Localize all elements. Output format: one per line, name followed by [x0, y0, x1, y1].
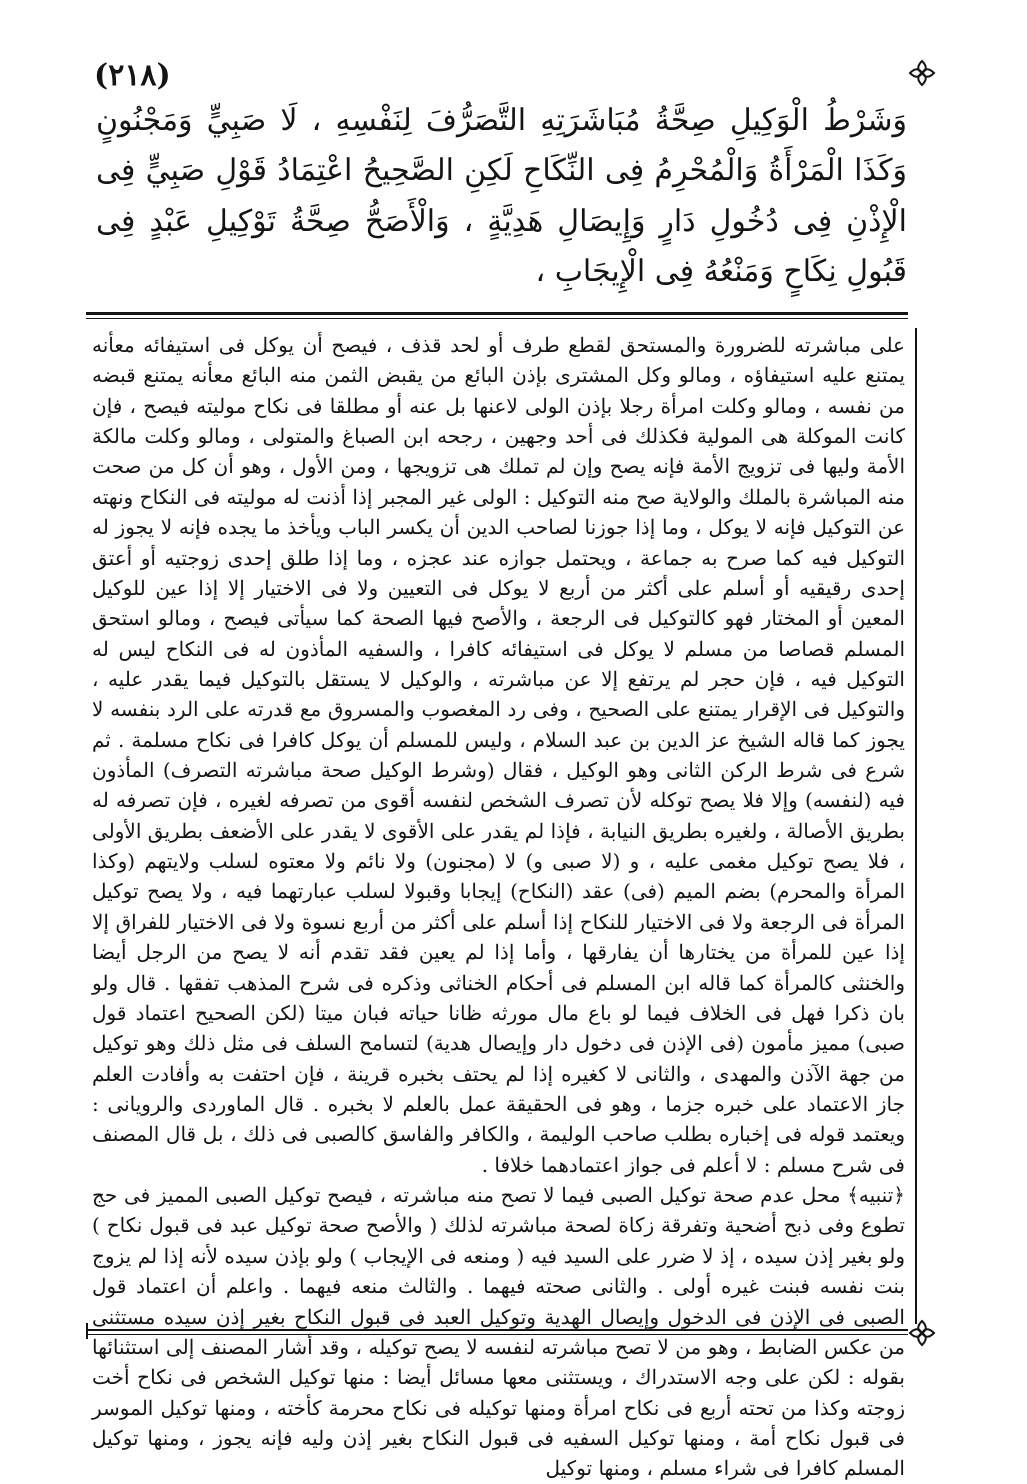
- book-page: [86, 58, 931, 1481]
- separator-rule-thin: [86, 318, 908, 319]
- main-text: وَشَرْطُ الْوَكِيلِ صِحَّةُ مُبَاشَرَتِهِ التَّصَرُّفَ لِنَفْسِهِ ، لَا صَبِيٍّ وَمَجْنُونٍ وَكَذَا الْمَرْأَةُ وَالْمُحْرِمُ فِى النِّكَاحِ لَكِنِ الصَّحِيحُ اعْتِمَادُ قَوْلِ صَبِيٍّ فِى الْإِذْنِ فِى دُخُولِ دَارٍ وَإِيصَالِ هَدِيَّةٍ ، وَالْأَصَحُّ صِحَّةُ تَوْكِيلِ عَبْدٍ فِى قَبُولِ نِكَاحٍ وَمَنْعُهُ فِى الْإِيجَابِ ،: [96, 103, 907, 290]
- bottom-right-ornament-icon: [907, 1318, 937, 1348]
- side-border-rule: [915, 328, 917, 1324]
- top-right-ornament-icon: [907, 58, 937, 88]
- commentary-paragraph: على مباشرته للضرورة والمستحق لقطع طرف أو لحد قذف ، فيصح أن يوكل فى استيفائه معأنه يمتنع عليه استيفاؤه ، ومالو وكل المشترى بإذن البائع من يقبض الثمن منه البائع معأنه يمتنع قبضه من نفسه ، ومالو وكلت امرأة رجلا بإذن الولى لاعنها بل عنه أو مطلقا فى نكاح موليته فيصح ، فإن كانت الموكلة هى المولية فكذلك فى أحد وجهين ، رجحه ابن الصباغ والمتولى ، ومالو وكلت مالكة الأمة وليها فى تزويج الأمة فإنه يصح وإن لم تملك هى تزويجها ، ومن الأول ، وهو أن كل من صحت منه المباشرة بالملك والولاية صح منه التوكيل : الولى غير المجبر إذا أذنت له موليته فى النكاح ونهته عن التوكيل فإنه لا يوكل ، وما إذا جوزنا لصاحب الدين أن يكسر الباب ويأخذ ما يجده فإنه لا يجوز له التوكيل فيه كما صرح به جماعة ، ويحتمل جوازه عند عجزه ، وما إذا طلق إحدى زوجتيه أو أعتق إحدى رقيقيه أو أسلم على أكثر من أربع لا يوكل فى التعيين ولا فى الاختيار إلا إذا عين للوكيل المعين أو المختار فهو كالتوكيل فى الرجعة ، والأصح فيها الصحة كما سيأتى فيصح ، ومالو استحق المسلم قصاصا من مسلم لا يوكل فى استيفائه كافرا ، والسفيه المأذون له فى النكاح ليس له التوكيل فيه ، فإن حجر لم يرتفع إلا عن مباشرته ، والوكيل لا يستقل بالتوكيل فيما يقدر عليه ، والتوكيل فى الإقرار يمتنع على الصحيح ، وفى رد المغصوب والمسروق مع قدرته على الرد بنفسه لا يجوز كما قاله الشيخ عز الدين بن عبد السلام ، وليس للمسلم أن يوكل كافرا فى نكاح مسلمة . ثم شرع فى شرط الركن الثانى وهو الوكيل ، فقال (وشرط الوكيل صحة مباشرته التصرف) المأذون فيه (لنفسه) وإلا فلا يصح توكله لأن تصرف الشخص لنفسه أقوى من تصرفه لغيره ، فإن تصرفه له بطريق الأصالة ، ولغيره بطريق النيابة ، فإذا لم يقدر على الأقوى لا يقدر على الأضعف بطريق الأولى ، فلا يصح توكيل مغمى عليه ، و (لا صبى و) لا (مجنون) ولا نائم ولا معتوه لسلب ولايتهم (وكذا المرأة والمحرم) بضم الميم (فى) عقد (النكاح) إيجابا وقبولا لسلب عبارتهما فيه ، ولا يصح توكيل المرأة فى الرجعة ولا فى الاختيار للنكاح إذا أسلم على أكثر من أربع نسوة ولا فى الاختيار للفراق إلا إذا عين للمرأة من يختارها أن يفارقها ، وأما إذا لم يعين فقد تقدم أنه لا يصح من الرجل أيضا والخنثى كالمرأة كما قاله ابن المسلم فى أحكام الخناثى وذكره فى شرح المذهب تفقها . قال ولو بان ذكرا فهل فى الخلاف فيما لو باع مال مورثه ظانا حياته فبان ميتا (لكن الصحيح اعتماد قول صبى) مميز مأمون (فى الإذن فى دخول دار وإيصال هدية) لتسامح السلف فى مثل ذلك وهو توكيل من جهة الآذن والمهدى ، والثانى لا كغيره إذا لم يحتف بخبره قرينة ، فإن احتفت به وأفادت العلم جاز الاعتماد على خبره جزما ، وهو فى الحقيقة عمل بالعلم لا بخبره . قال الماوردى والرويانى : ويعتمد قوله فى إخباره بطلب صاحب الوليمة ، والكافر والفاسق كالصبى فى ذلك ، بل قال المصنف فى شرح مسلم : لا أعلم فى جواز اعتمادهما خلافا .: [92, 333, 906, 1177]
- separator-rule: [86, 312, 908, 315]
- footer-tick: [86, 1323, 88, 1339]
- footer-rule-thin: [86, 1334, 908, 1335]
- commentary-paragraph: ﴿تنبيه﴾ محل عدم صحة توكيل الصبى فيما لا تصح منه مباشرته ، فيصح توكيل الصبى المميز فى حج تطوع وفى ذبح أضحية وتفرقة زكاة لصحة مباشرته لذلك ( والأصح صحة توكيل عبد فى قبول نكاح ) ولو بغير إذن سيده ، إذ لا ضرر على السيد فيه ( ومنعه فى الإيجاب ) ولو بإذن سيده لأنه إذا لم يزوج بنت نفسه فبنت غيره أولى . والثانى صحته فيهما . والثالث منعه فيهما . واعلم أن اعتماد قول الصبى فى الإذن فى الدخول وإيصال الهدية وتوكيل العبد فى قبول النكاح بغير إذن سيده مستثنى من عكس الضابط ، وهو من لا تصح مباشرته لنفسه لا يصح توكيله ، وقد أشار المصنف إلى استثنائها بقوله : لكن على وجه الاستدراك ، ويستثنى معها مسائل أيضا : منها توكيل الشخص فى نكاح أخت زوجته وكذا من تحته أربع فى نكاح امرأة ومنها توكيله فى نكاح محرمة كأخته ، ومنها توكيل الموسر فى قبول نكاح أمة ، ومنها توكيل السفيه فى قبول النكاح بغير إذن وليه فإنه يجوز ، ومنها توكيل المسلم كافرا فى شراء مسلم ، ومنها توكيل: [92, 1183, 905, 1481]
- page-number: (٢١٨): [94, 58, 171, 93]
- footer-rule: [86, 1329, 908, 1331]
- commentary-text: [92, 330, 905, 1484]
